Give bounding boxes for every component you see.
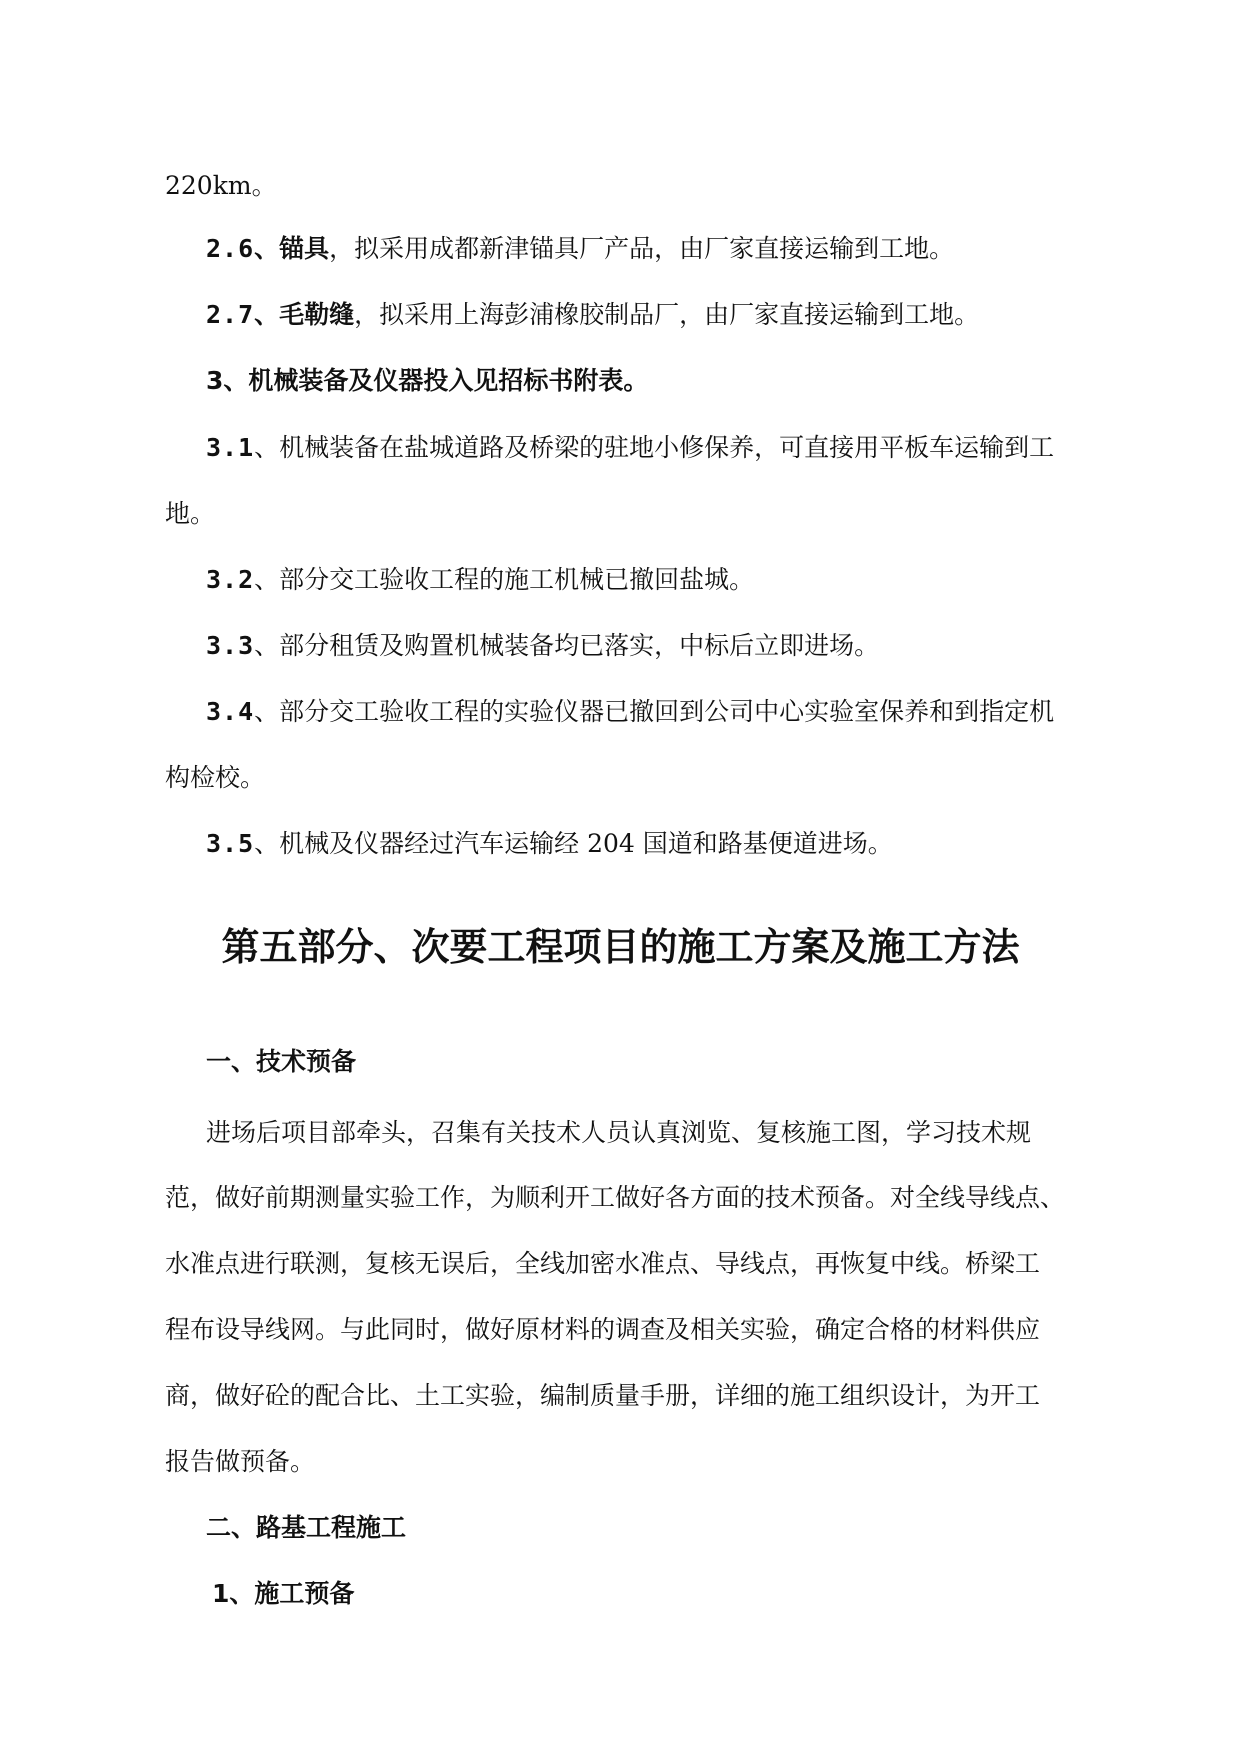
item-text: 、机械及仪器经过汽车运输经 204 国道和路基便道进场。 (254, 829, 893, 858)
item-number: 3.1 (206, 433, 255, 462)
section-1-para-line-2: 范，做好前期测量实验工作，为顺利开工做好各方面的技术预备。对全线导线点、 (165, 1183, 1066, 1212)
section-1-heading: 一、技术预备 (206, 1047, 357, 1076)
item-term: 、毛勒缝 (254, 300, 355, 329)
item-text: 、部分交工验收工程的施工机械已撤回盐城。 (254, 565, 755, 594)
item-number: 3.4 (206, 697, 255, 726)
item-number: 2.7 (206, 300, 255, 329)
item-3-5 (206, 826, 1166, 862)
section-2-heading: 二、路基工程施工 (206, 1513, 407, 1542)
item-number: 3.2 (206, 565, 255, 594)
section-3-heading: 3、机械装备及仪器投入见招标书附表。 (206, 366, 649, 395)
section-1-para-line-6: 报告做预备。 (165, 1447, 316, 1476)
item-text: 、部分租赁及购置机械装备均已落实，中标后立即进场。 (254, 631, 880, 660)
item-3-3 (206, 628, 1166, 664)
part5-title: 第五部分、次要工程项目的施工方案及施工方法 (221, 925, 1020, 969)
item-text: ，拟采用上海彭浦橡胶制品厂，由厂家直接运输到工地。 (354, 300, 980, 329)
item-3-4 (206, 694, 1166, 730)
item-3-4-continued: 构检校。 (165, 763, 266, 792)
item-number: 2.6 (206, 234, 255, 263)
item-term: 、锚具 (254, 234, 330, 263)
section-1-para-line-3: 水准点进行联测，复核无误后，全线加密水准点、导线点，再恢复中线。桥梁工 (165, 1249, 1041, 1278)
item-3-1-continued: 地。 (165, 499, 216, 528)
item-3-1 (206, 430, 1166, 466)
item-number: 3.3 (206, 631, 255, 660)
section-1-para-line-5: 商，做好砼的配合比、土工实验，编制质量手册，详细的施工组织设计，为开工 (165, 1381, 1041, 1410)
paragraph-220km: 220km。 (165, 171, 277, 200)
item-2-6 (206, 231, 1166, 267)
item-3-2 (206, 562, 1166, 598)
section-1-para-line-1: 进场后项目部牵头，召集有关技术人员认真浏览、复核施工图，学习技术规 (206, 1118, 1032, 1147)
section-1-para-line-4: 程布设导线网。与此同时，做好原材料的调查及相关实验，确定合格的材料供应 (165, 1315, 1041, 1344)
item-text: 、部分交工验收工程的实验仪器已撤回到公司中心实验室保养和到指定机 (254, 697, 1055, 726)
item-2-7 (206, 297, 1166, 333)
item-text: 、机械装备在盐城道路及桥梁的驻地小修保养，可直接用平板车运输到工 (254, 433, 1055, 462)
item-text: ，拟采用成都新津锚具厂产品，由厂家直接运输到工地。 (329, 234, 955, 263)
item-number: 3.5 (206, 829, 255, 858)
subsection-1-heading: 1、施工预备 (212, 1579, 355, 1608)
